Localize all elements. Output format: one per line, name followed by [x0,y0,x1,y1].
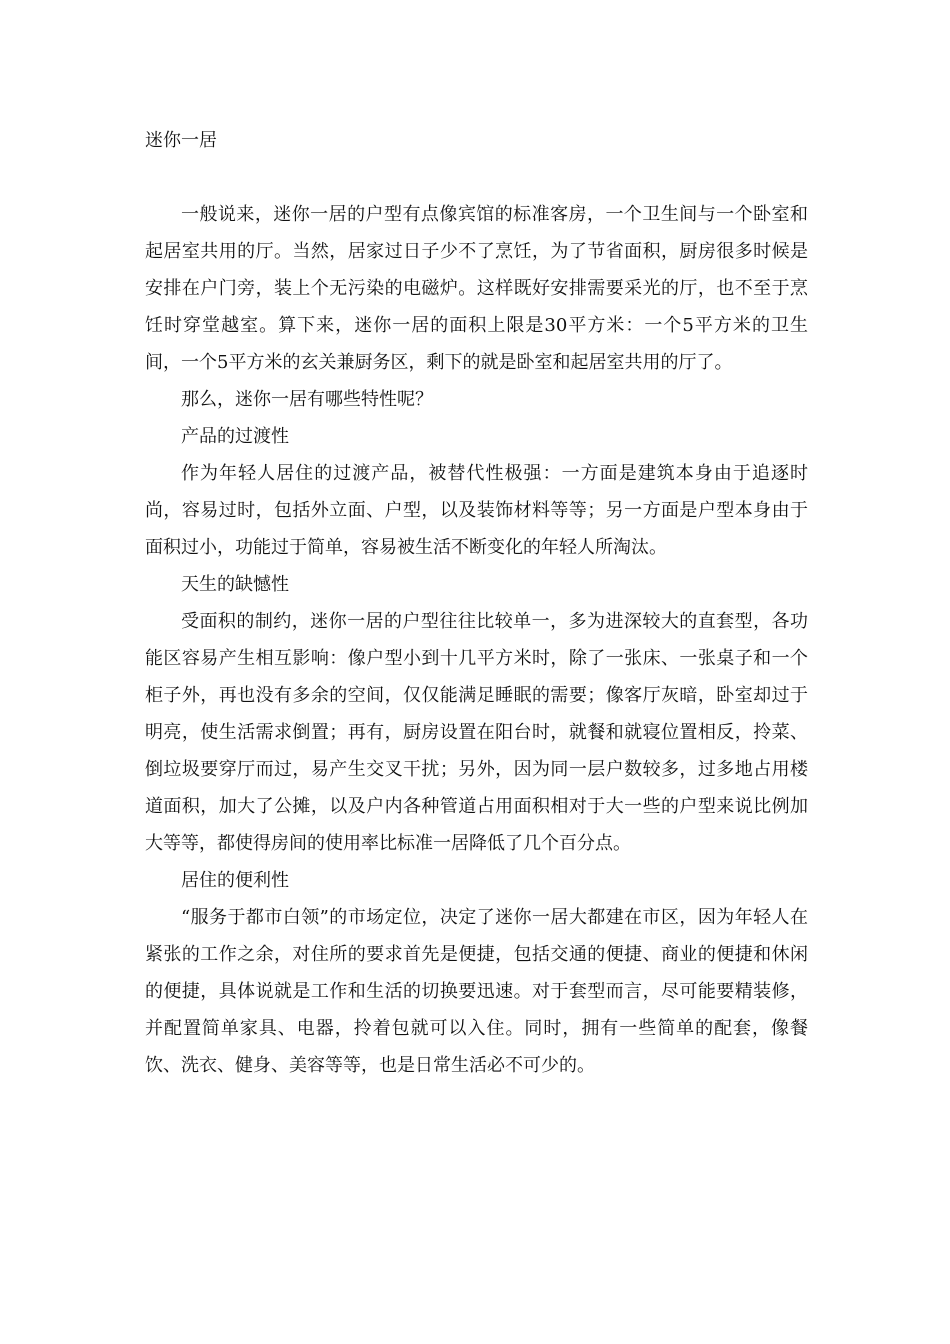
document-body [145,122,808,1084]
section-heading-deficiency: 天生的缺憾性 [181,574,289,595]
document-title: 迷你一居 [145,130,217,151]
section-text-deficiency: 受面积的制约，迷你一居的户型往往比较单一，多为进深较大的直套型，各功能区容易产生相互影响：像户型小到十几平方米时，除了一张床、一张桌子和一个柜子外，再也没有多余的空间，仅仅能满足睡眠的需要；像客厅灰暗，卧室却过于明亮，使生活需求倒置；再有，厨房设置在阳台时，就餐和就寝位置相反，拎菜、倒垃圾要穿厅而过，易产生交叉干扰；另外，因为同一层户数较多，过多地占用楼道面积，加大了公摊，以及户内各种管道占用面积相对于大一些的户型来说比例加大等等，都使得房间的使用率比标准一居降低了几个百分点。 [145,611,808,854]
section-text-convenience: “服务于都市白领”的市场定位，决定了迷你一居大都建在市区，因为年轻人在紧张的工作之余，对住所的要求首先是便捷，包括交通的便捷、商业的便捷和休闲的便捷，具体说就是工作和生活的切换要迅速。对于套型而言，尽可能要精装修，并配置简单家具、电器，拎着包就可以入住。同时，拥有一些简单的配套，像餐饮、洗衣、健身、美容等等，也是日常生活必不可少的。 [145,907,808,1076]
section-heading-transition: 产品的过渡性 [181,426,289,447]
question-paragraph: 那么，迷你一居有哪些特性呢？ [181,389,433,410]
document-text [145,196,808,1084]
intro-paragraph: 一般说来，迷你一居的户型有点像宾馆的标准客房，一个卫生间与一个卧室和起居室共用的厅。当然，居家过日子少不了烹饪，为了节省面积，厨房很多时候是安排在户门旁，装上个无污染的电磁炉。这样既好安排需要采光的厅，也不至于烹饪时穿堂越室。算下来，迷你一居的面积上限是30平方米：一个5平方米的卫生间，一个5平方米的玄关兼厨务区，剩下的就是卧室和起居室共用的厅了。 [145,204,808,373]
section-text-transition: 作为年轻人居住的过渡产品，被替代性极强：一方面是建筑本身由于追逐时尚，容易过时，包括外立面、户型，以及装饰材料等等；另一方面是户型本身由于面积过小，功能过于简单，容易被生活不断变化的年轻人所淘汰。 [145,463,808,558]
section-heading-convenience: 居住的便利性 [181,870,289,891]
